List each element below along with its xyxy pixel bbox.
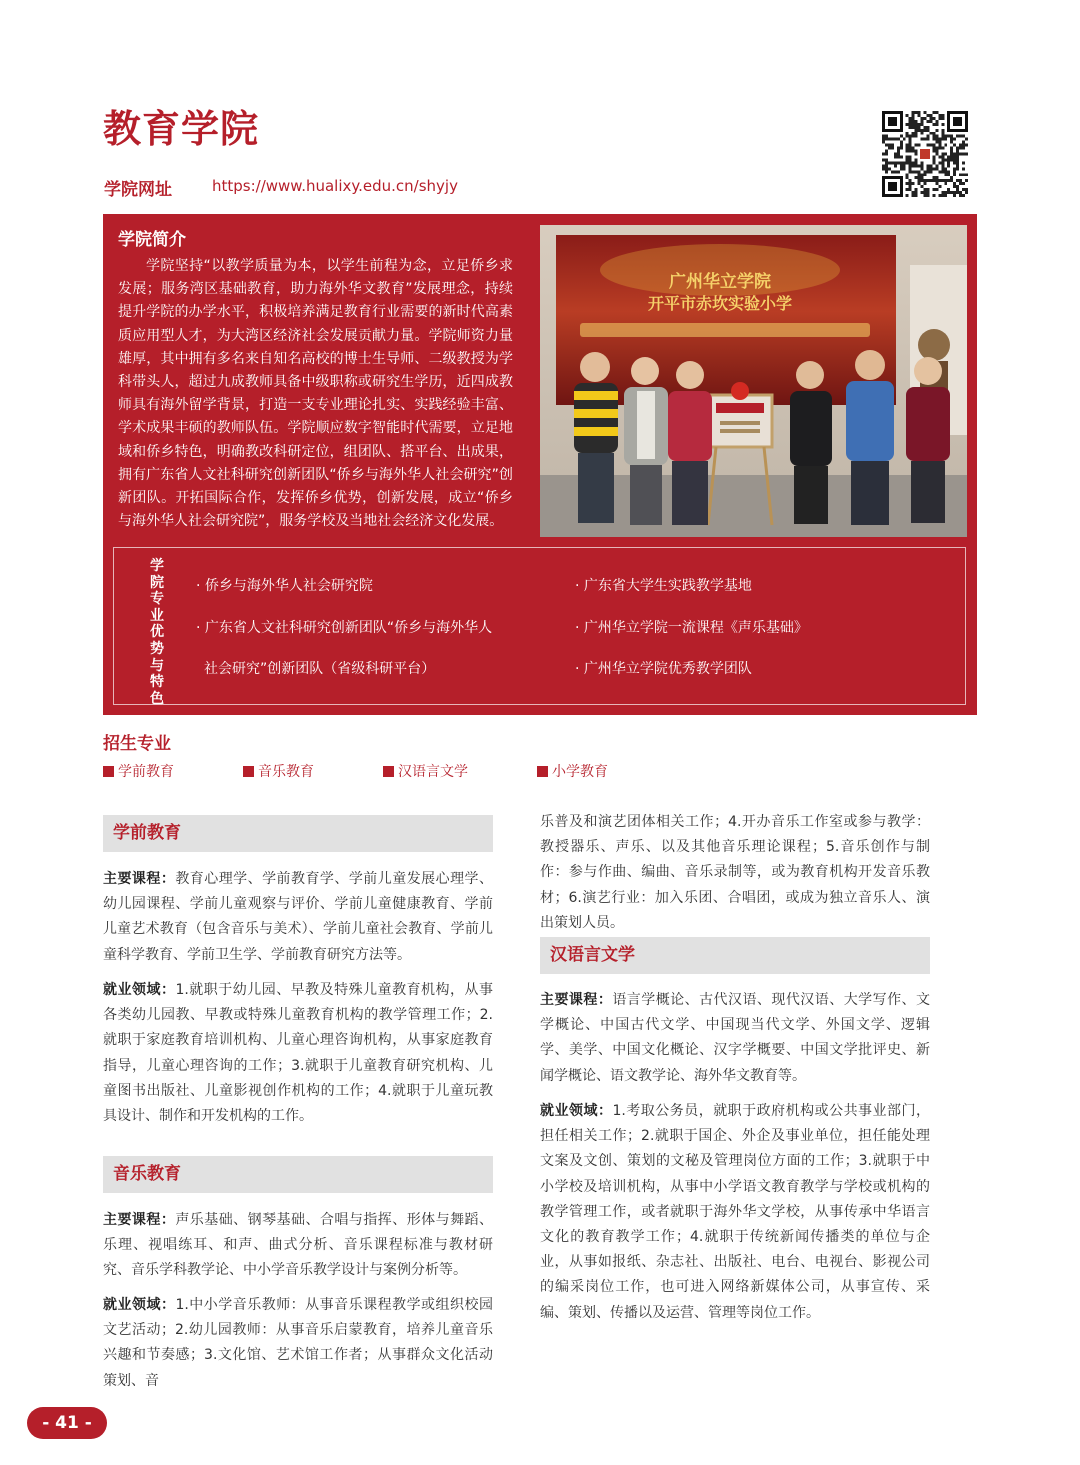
intro-text: 学院坚持“以教学质量为本，以学生前程为念，立足侨乡求发展；服务湾区基础教育，助力海外华文教育”发展理念，持续提升学院的办学水平，积极培养满足教育行业需要的新时代高素质应用型人才，为大湾区经济社会发展贡献力量。学院师资力量雄厚，其中拥有多名来自知名高校的博士生导师、二级教授为学科带头人，超过九成教师具备中级职称或研究生学历，近四成教师具有海外留学背景，打造一支专业理论扎实、实践经验丰富、学术成果丰硕的教师队伍。学院顺应数字智能时代需要，立足地域和侨乡特色，明确教改科研定位，组团队、搭平台、出成果，拥有广东省人文社科研究创新团队“侨乡与海外华人社会研究”创新团队。开拓国际合作，发挥侨乡优势，创新发展，成立“侨乡与海外华人社会研究院”，服务学校及当地社会经济文化发展。: [118, 258, 513, 530]
ceremony-photo: [540, 225, 967, 537]
intro-heading: 学院简介: [118, 230, 186, 250]
section-heading-chinese: 汉语言文学: [540, 937, 930, 974]
feature-item: · 侨乡与海外华人社会研究院: [196, 578, 373, 594]
feature-item: · 广州华立学院优秀教学团队: [575, 661, 752, 677]
section-heading-music: 音乐教育: [103, 1156, 493, 1193]
enrollment-heading: 招生专业: [103, 734, 171, 754]
feature-item: · 广东省大学生实践教学基地: [575, 578, 752, 594]
photo-banner-line2: 开平市赤坎实验小学: [647, 294, 793, 313]
preschool-courses: 主要课程：教育心理学、学前教育学、学前儿童发展心理学、幼儿园课程、学前儿童观察与评价、学前儿童健康教育、学前儿童艺术教育（包含音乐与美术）、学前儿童社会教育、学前儿童科学教育、学前卫生学、学前教育研究方法等。: [103, 871, 494, 963]
website-link[interactable]: https://www.hualixy.edu.cn/shyjy: [212, 177, 458, 195]
qr-code-icon: [882, 111, 968, 197]
square-bullet-icon: [243, 766, 254, 777]
major-tag: 学前教育: [103, 761, 174, 781]
feature-item: · 广东省人文社科研究创新团队“侨乡与海外华人: [196, 620, 493, 636]
feature-item: · 广州华立学院一流课程《声乐基础》: [575, 620, 808, 636]
website-label: 学院网址: [104, 180, 172, 200]
feature-item: 社会研究”创新团队（省级科研平台）: [204, 661, 436, 677]
major-tag: 汉语言文学: [383, 761, 468, 781]
page-number: - 41 -: [27, 1407, 107, 1439]
major-tag: 小学教育: [537, 761, 608, 781]
chinese-courses: 主要课程：语言学概论、古代汉语、现代汉语、大学写作、文学概论、中国古代文学、中国现当代文学、外国文学、逻辑学、美学、中国文化概论、汉字学概要、中国文学批评史、新闻学概论、语文教学论、海外华文教育等。: [540, 992, 931, 1084]
music-employment: 就业领域：1.中小学音乐教师：从事音乐课程教学或组织校园文艺活动；2.幼儿园教师：从事音乐启蒙教育，培养儿童音乐兴趣和节奏感；3.文化馆、艺术馆工作者；从事群众文化活动策划、音: [103, 1297, 494, 1389]
square-bullet-icon: [103, 766, 114, 777]
music-employment-continued: 乐普及和演艺团体相关工作；4.开办音乐工作室或参与教学：教授器乐、声乐、以及其他音乐理论课程；5.音乐创作与制作：参与作曲、编曲、音乐录制等，或为教育机构开发音乐教材；6.演艺行业：加入乐团、合唱团，或成为独立音乐人、演出策划人员。: [540, 814, 930, 931]
features-label: 学院专业优势与特色: [150, 558, 164, 707]
preschool-employment: 就业领域：1.就职于幼儿园、早教及特殊儿童教育机构，从事各类幼儿园教、早教或特殊儿童教育机构的教学管理工作；2.就职于家庭教育培训机构、儿童心理咨询机构，从事家庭教育指导，儿童心理咨询的工作；3.就职于儿童教育研究机构、儿童图书出版社、儿童影视创作机构的工作；4.就职于儿童玩教具设计、制作和开发机构的工作。: [103, 982, 494, 1125]
page-title: 教育学院: [103, 107, 260, 151]
music-courses: 主要课程：声乐基础、钢琴基础、合唱与指挥、形体与舞蹈、乐理、视唱练耳、和声、曲式分析、音乐课程标准与教材研究、音乐学科教学论、中小学音乐教学设计与案例分析等。: [103, 1212, 494, 1279]
section-heading-preschool: 学前教育: [103, 815, 493, 852]
square-bullet-icon: [537, 766, 548, 777]
chinese-employment: 就业领域：1.考取公务员，就职于政府机构或公共事业部门，担任相关工作；2.就职于国企、外企及事业单位，担任能处理文案及文创、策划的文秘及管理岗位方面的工作；3.就职于中小学校及培训机构，从事中小学语文教育教学与学校或机构的教学管理工作，或者就职于海外华文学校，从事传承中华语言文化的教育教学工作；4.就职于传统新闻传播类的单位与企业，从事如报纸、杂志社、出版社、电台、电视台、影视公司的编采岗位工作，也可进入网络新媒体公司，从事宣传、采编、策划、传播以及运营、管理等岗位工作。: [540, 1103, 931, 1321]
photo-banner-line1: 广州华立学院: [669, 272, 771, 292]
square-bullet-icon: [383, 766, 394, 777]
major-tag: 音乐教育: [243, 761, 314, 781]
